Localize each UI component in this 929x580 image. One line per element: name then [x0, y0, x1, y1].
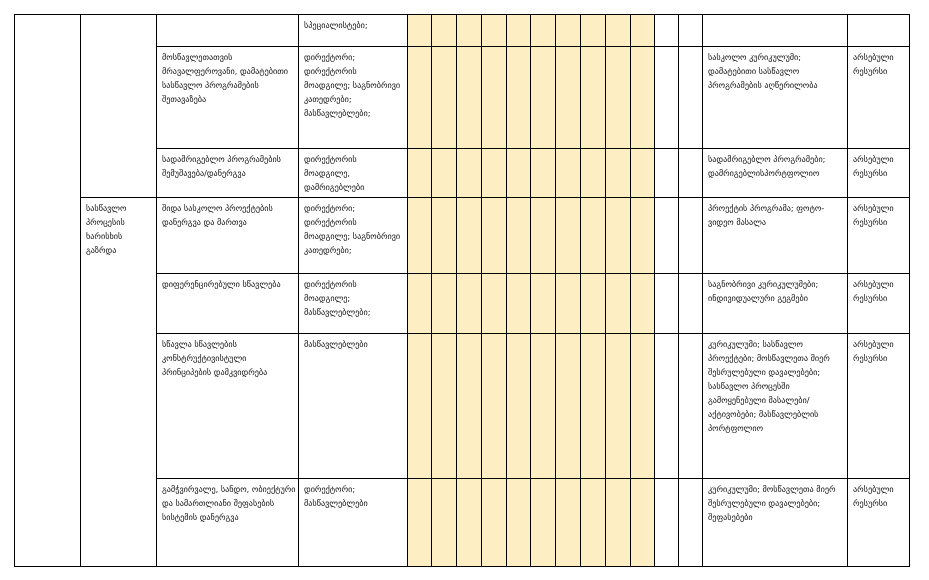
timeline-cell	[606, 15, 631, 47]
timeline-cell	[606, 149, 631, 198]
timeline-empty-cell	[655, 274, 679, 334]
timeline-cell	[482, 334, 507, 479]
table-row	[15, 15, 910, 47]
timeline-cell	[606, 334, 631, 479]
timeline-cell	[556, 149, 581, 198]
timeline-cell	[457, 479, 482, 567]
indicator-cell: სასკოლო კურიკულუმი; დამატებითი სასწავლო პროგრამების აღწერილობა	[703, 47, 848, 149]
timeline-empty-cell	[679, 198, 703, 274]
timeline-cell	[556, 47, 581, 149]
indicator-cell: კურიკულუმი; სასწავლო პროექტები; მოსწავლეთა მიერ შესრულებული დავალებები; სასწავლო პროცესში გამოყენებული მასალები/აქტივობები; მასწავლებლის პორტფოლიო	[703, 334, 848, 479]
timeline-cell	[581, 149, 606, 198]
indicator-cell: სადამრიგებლო პროგრამები; დამრიგებლისპორტფოლიო	[703, 149, 848, 198]
timeline-empty-cell	[679, 15, 703, 47]
timeline-cell	[631, 479, 655, 567]
activity-cell: გამჭვირვალე, სანდო, ობიექტური და სამართლიანი შეფასების სისტემის დანერგვა	[157, 479, 299, 567]
timeline-cell	[581, 198, 606, 274]
timeline-cell	[408, 198, 432, 274]
timeline-cell	[432, 47, 457, 149]
timeline-cell	[631, 47, 655, 149]
activity-cell: სადამრიგებლო პროგრამების შემუშავება/დანერგვა	[157, 149, 299, 198]
timeline-cell	[531, 198, 556, 274]
activity-cell	[157, 15, 299, 47]
timeline-cell	[507, 47, 531, 149]
timeline-cell	[631, 149, 655, 198]
timeline-cell	[457, 274, 482, 334]
timeline-cell	[482, 15, 507, 47]
timeline-cell	[482, 274, 507, 334]
responsible-cell: დირექტორი; დირექტორის მოადგილე; საგნობრივი კათედრები; მასწავლებლები;	[299, 47, 408, 149]
timeline-cell	[482, 479, 507, 567]
timeline-empty-cell	[679, 334, 703, 479]
timeline-cell	[581, 15, 606, 47]
resource-cell: არსებული რესურსი	[848, 198, 910, 274]
timeline-cell	[531, 47, 556, 149]
timeline-cell	[631, 274, 655, 334]
area-cell: სასწავლო პროცესის ხარისხის გაზრდა	[81, 198, 157, 567]
activity-cell: სწავლა სწავლების კონსტრუქტივისტული პრინციპების დამკვიდრება	[157, 334, 299, 479]
timeline-cell	[507, 149, 531, 198]
timeline-cell	[408, 334, 432, 479]
timeline-empty-cell	[679, 149, 703, 198]
indicator-cell: პროექტის პროგრამა; ფოტო-ვიდეო მასალა	[703, 198, 848, 274]
resource-cell: არსებული რესურსი	[848, 47, 910, 149]
timeline-cell	[457, 47, 482, 149]
responsible-cell: დირექტორი; მასწავლებლები	[299, 479, 408, 567]
timeline-cell	[432, 479, 457, 567]
timeline-empty-cell	[679, 479, 703, 567]
timeline-cell	[482, 198, 507, 274]
timeline-cell	[457, 334, 482, 479]
timeline-cell	[457, 198, 482, 274]
timeline-cell	[432, 274, 457, 334]
timeline-cell	[408, 15, 432, 47]
timeline-cell	[631, 15, 655, 47]
timeline-cell	[581, 47, 606, 149]
timeline-empty-cell	[679, 47, 703, 149]
timeline-empty-cell	[679, 274, 703, 334]
timeline-cell	[556, 198, 581, 274]
timeline-cell	[482, 149, 507, 198]
timeline-cell	[631, 198, 655, 274]
timeline-cell	[457, 149, 482, 198]
timeline-cell	[408, 47, 432, 149]
table-row	[15, 198, 910, 274]
activity-cell: შიდა სასკოლო პროექტების დანერგვა და მართვა	[157, 198, 299, 274]
responsible-cell: დირექტორის მოადგილე, დამრიგებლები	[299, 149, 408, 198]
timeline-empty-cell	[655, 15, 679, 47]
timeline-cell	[408, 149, 432, 198]
timeline-cell	[482, 47, 507, 149]
indicator-cell	[703, 15, 848, 47]
responsible-cell: სპეციალისტები;	[299, 15, 408, 47]
timeline-cell	[531, 149, 556, 198]
timeline-cell	[556, 15, 581, 47]
timeline-cell	[531, 15, 556, 47]
timeline-cell	[457, 15, 482, 47]
timeline-cell	[581, 479, 606, 567]
timeline-cell	[606, 198, 631, 274]
timeline-cell	[507, 274, 531, 334]
margin-column	[15, 15, 81, 567]
area-cell-continued	[81, 15, 157, 198]
responsible-cell: დირექტორი; დირექტორის მოადგილე; საგნობრივი კათედრები;	[299, 198, 408, 274]
timeline-cell	[606, 47, 631, 149]
activity-cell: მოსწავლეთათვის მრავალფეროვანი, დამატებითი სასწავლო პროგრამების შეთავაზება	[157, 47, 299, 149]
timeline-cell	[631, 334, 655, 479]
action-plan-table	[14, 14, 910, 567]
timeline-cell	[606, 274, 631, 334]
timeline-empty-cell	[655, 479, 679, 567]
timeline-cell	[606, 479, 631, 567]
timeline-cell	[507, 479, 531, 567]
timeline-cell	[531, 334, 556, 479]
timeline-cell	[507, 198, 531, 274]
timeline-empty-cell	[655, 149, 679, 198]
timeline-cell	[556, 334, 581, 479]
indicator-cell: საგნობრივი კურიკულუმები; ინდივიდუალური გეგმები	[703, 274, 848, 334]
timeline-cell	[408, 479, 432, 567]
resource-cell: არსებული რესურსი	[848, 479, 910, 567]
timeline-cell	[408, 274, 432, 334]
timeline-cell	[581, 274, 606, 334]
timeline-cell	[581, 334, 606, 479]
timeline-cell	[556, 274, 581, 334]
timeline-cell	[432, 334, 457, 479]
resource-cell: არსებული რესურსი	[848, 274, 910, 334]
timeline-empty-cell	[655, 198, 679, 274]
timeline-empty-cell	[655, 334, 679, 479]
timeline-cell	[531, 479, 556, 567]
resource-cell	[848, 15, 910, 47]
timeline-cell	[507, 15, 531, 47]
resource-cell: არსებული რესურსი	[848, 149, 910, 198]
responsible-cell: მასწავლებლები	[299, 334, 408, 479]
resource-cell: არსებული რესურსი	[848, 334, 910, 479]
timeline-cell	[531, 274, 556, 334]
timeline-cell	[432, 149, 457, 198]
timeline-empty-cell	[655, 47, 679, 149]
responsible-cell: დირექტორის მოადგილე; მასწავლებლები;	[299, 274, 408, 334]
timeline-cell	[507, 334, 531, 479]
timeline-cell	[432, 15, 457, 47]
activity-cell: დიფერენცირებული სწავლება	[157, 274, 299, 334]
indicator-cell: კურიკულუმი; მოსწავლეთა მიერ შესრულებული დავალებები; შეფასებები	[703, 479, 848, 567]
timeline-cell	[556, 479, 581, 567]
timeline-cell	[432, 198, 457, 274]
